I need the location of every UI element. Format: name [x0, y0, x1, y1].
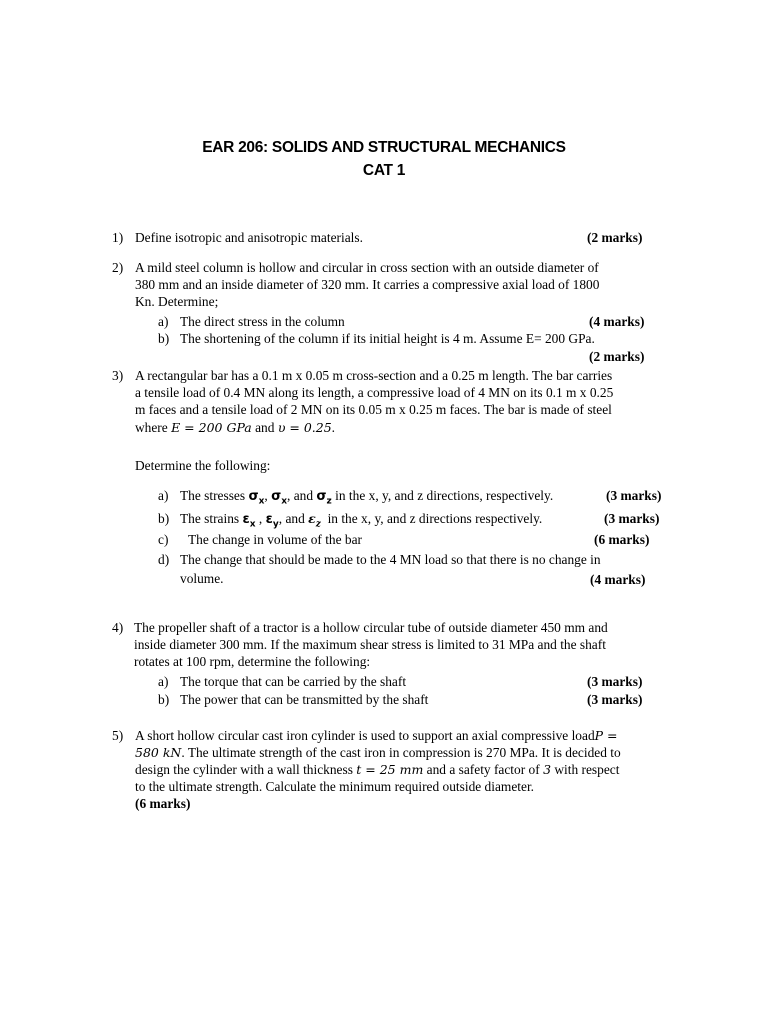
question-3d-marks: (4 marks)	[590, 572, 646, 587]
equation-poisson: υ = 0.25	[277, 420, 332, 435]
subquestion-text: The shortening of the column if its initial height is 4 m. Assume E= 200 GPa.	[180, 331, 595, 346]
subquestion-label: a)	[158, 488, 169, 503]
subquestion-label: a)	[158, 674, 169, 689]
question-text-line: A mild steel column is hollow and circular in cross section with an outside diameter of	[135, 260, 599, 275]
subquestion-label: a)	[158, 314, 169, 329]
question-3b-marks: (3 marks)	[604, 511, 660, 526]
question-text-line: a tensile load of 0.4 MN along its length, a compressive load of 4 MN on its 0.1 m x 0.25	[135, 385, 614, 400]
question-text-line: Kn. Determine;	[135, 294, 219, 309]
question-text-line: to the ultimate strength. Calculate the minimum required outside diameter.	[135, 779, 535, 794]
question-2b-marks: (2 marks)	[589, 349, 645, 364]
equation-p: P =	[594, 728, 618, 743]
question-text-line: rotates at 100 rpm, determine the following:	[134, 654, 371, 669]
question-1-marks: (2 marks)	[587, 230, 643, 245]
question-number: 4)	[112, 620, 124, 635]
question-2a-marks: (4 marks)	[589, 314, 645, 329]
question-text-line: A rectangular bar has a 0.1 m x 0.05 m cross-section and a 0.25 m length. The bar carries	[135, 368, 613, 383]
subquestion-text: The torque that can be carried by the shaft	[180, 674, 407, 689]
subquestion-label: c)	[158, 532, 169, 547]
subquestion-label: b)	[158, 331, 170, 346]
question-3	[112, 367, 678, 436]
question-text-line: 580 kN. The ultimate strength of the cast iron in compression is 270 MPa. It is decided to	[135, 745, 621, 760]
question-4b-marks: (3 marks)	[587, 692, 643, 707]
question-3a-marks: (3 marks)	[606, 488, 662, 503]
subquestion-label: b)	[158, 511, 170, 526]
question-number: 3)	[112, 368, 124, 383]
question-text-line: inside diameter 300 mm. If the maximum shear stress is limited to 31 MPa and the shaft	[134, 637, 606, 652]
question-text-line: m faces and a tensile load of 2 MN on its 0.05 m x 0.25 m faces. The bar is made of steel	[135, 402, 612, 417]
course-title: EAR 206: SOLIDS AND STRUCTURAL MECHANICS	[202, 139, 566, 156]
exam-title: CAT 1	[362, 162, 406, 179]
question-number: 2)	[112, 260, 124, 275]
question-5	[112, 727, 678, 812]
subquestion-text: The direct stress in the column	[180, 314, 345, 329]
question-text-line: The propeller shaft of a tractor is a hollow circular tube of outside diameter 450 mm and	[134, 620, 608, 635]
subquestion-label: b)	[158, 692, 170, 707]
equation-e: E = 200 GPa	[171, 420, 252, 435]
question-text-line: design the cylinder with a wall thickness t = 25 mm and a safety factor of 3 with respect	[135, 762, 620, 777]
subquestion-text-line: The change that should be made to the 4 MN load so that there is no change in	[180, 552, 601, 567]
question-3c-marks: (6 marks)	[594, 532, 650, 547]
determine-text: Determine the following:	[135, 458, 271, 473]
question-4a-marks: (3 marks)	[587, 674, 643, 689]
question-4	[112, 619, 678, 670]
question-text-line: 380 mm and an inside diameter of 320 mm. It carries a compressive axial load of 1800	[135, 277, 600, 292]
subquestion-label: d)	[158, 552, 170, 567]
equation-thickness: t = 25 mm	[356, 762, 424, 777]
subquestion-text: The strains $\varepsilon_x$ , $\varepsilon_y$, and $\varepsilon_z$ in the x, y, and z directions respectively.	[180, 511, 543, 530]
subquestion-text: The stresses $\sigma_x$, $\sigma_x$, and $\sigma_z$ in the x, y, and z directions, respectively.	[180, 488, 554, 507]
subquestion-text-line: volume.	[180, 571, 224, 586]
equation-load: 580 kN	[135, 745, 182, 760]
question-5-marks: (6 marks)	[135, 796, 191, 811]
question-text-line: where E = 200 GPa and υ = 0.25.	[135, 420, 336, 435]
subquestion-text: The power that can be transmitted by the shaft	[180, 692, 429, 707]
equation-safety-factor: 3	[543, 762, 552, 777]
question-2	[112, 259, 678, 310]
question-number: 5)	[112, 728, 124, 743]
question-number: 1)	[112, 230, 124, 245]
subquestion-text: The change in volume of the bar	[188, 532, 363, 547]
question-3a	[158, 487, 678, 511]
question-text: Define isotropic and anisotropic materials.	[135, 230, 363, 245]
question-text-line: A short hollow circular cast iron cylinder is used to support an axial compressive loadP =	[135, 728, 618, 743]
question-2b	[158, 330, 678, 347]
